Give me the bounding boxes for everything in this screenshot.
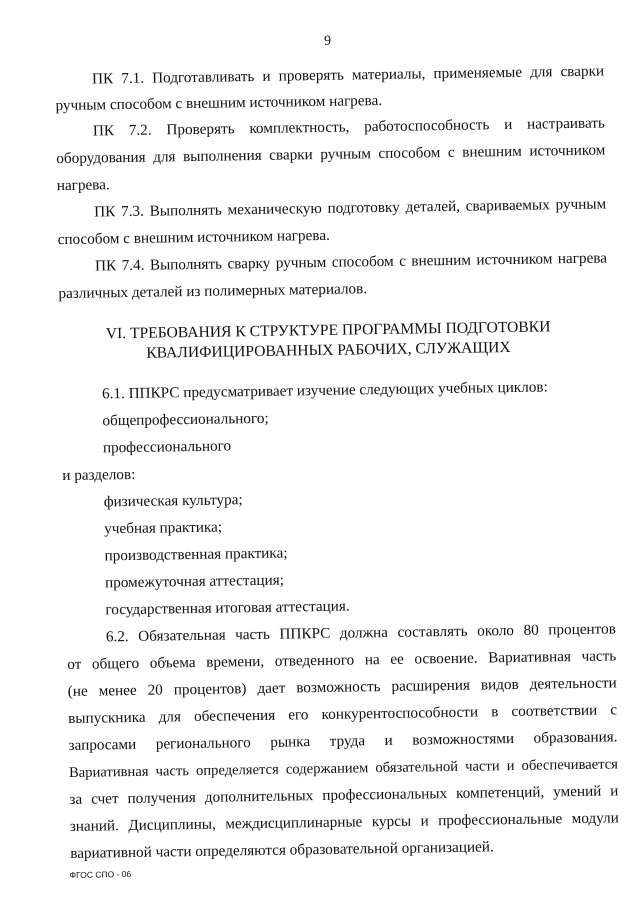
pk-7-1-line-1: ПК 7.1. Подготавливать и проверять материалы, применяемые для сварки [91,62,605,88]
para-6-2-line: вариативной части определяются образовательной организацией. [70,838,494,862]
section-item: физическая культура; [103,491,243,511]
section-item: учебная практика; [104,518,223,538]
para-6-2-line: Вариативная часть определяется содержанием обязательной части и обеспечивается [68,756,619,781]
para-6-2-line: знаний. Дисциплины, междисциплинарные курсы и профессиональные модули [69,809,619,835]
para-6-2-line: запросами регионального рынка труда и возможностями образования. [68,728,618,754]
para-6-1-intro: 6.1. ППКРС предусматривает изучение следующих учебных циклов: [101,378,548,403]
para-6-2-line: выпускника для обеспечения его конкурентоспособности в соответствии с [68,701,618,727]
pk-7-1-line-2: ручным способом с внешним источником нагрева. [55,91,383,115]
para-6-2-line: за счет получения дополнительных профессиональных компетенций, умений и [69,782,619,808]
pk-7-2-line-1: ПК 7.2. Проверять комплектность, работоспособность и настраивать [92,114,606,140]
pk-7-3-line-2: способом с внешним источником нагрева. [57,226,330,249]
pk-7-4-line-2: различных деталей из полимерных материалов. [58,280,368,303]
footer-code: ФГОС СПО - 06 [69,869,132,880]
sections-intro: и разделов: [62,465,136,485]
section-item: производственная практика; [104,544,288,565]
cycle-item: профессионального [102,437,232,457]
pk-7-2-line-3: нагрева. [56,176,110,195]
pk-7-3-line-1: ПК 7.3. Выполнять механическую подготовку деталей, свариваемых ручным [94,195,607,221]
para-6-2-line: (не менее 20 процентов) дает возможность расширения видов деятельности [67,674,617,700]
cycle-item: общепрофессионального; [102,409,269,430]
section-heading-line-1: VI. ТРЕБОВАНИЯ К СТРУКТУРЕ ПРОГРАММЫ ПОДГОТОВКИ [105,318,551,343]
section-item: государственная итоговая аттестация. [105,597,350,619]
section-heading-line-2: КВАЛИФИЦИРОВАННЫХ РАБОЧИХ, СЛУЖАЩИХ [146,338,511,362]
pk-7-4-line-1: ПК 7.4. Выполнять сварку ручным способом с внешним источником нагрева [94,249,608,275]
page-number: 9 [323,33,332,49]
section-item: промежуточная аттестация; [104,571,285,592]
para-6-2-line: от общего объема времени, отведенного на ее освоение. Вариативная часть [67,647,617,673]
para-6-2-line: 6.2. Обязательная часть ППКРС должна составлять около 80 процентов [105,620,616,646]
pk-7-2-line-2: оборудования для выполнения сварки ручным способом с внешним источником [56,141,606,168]
